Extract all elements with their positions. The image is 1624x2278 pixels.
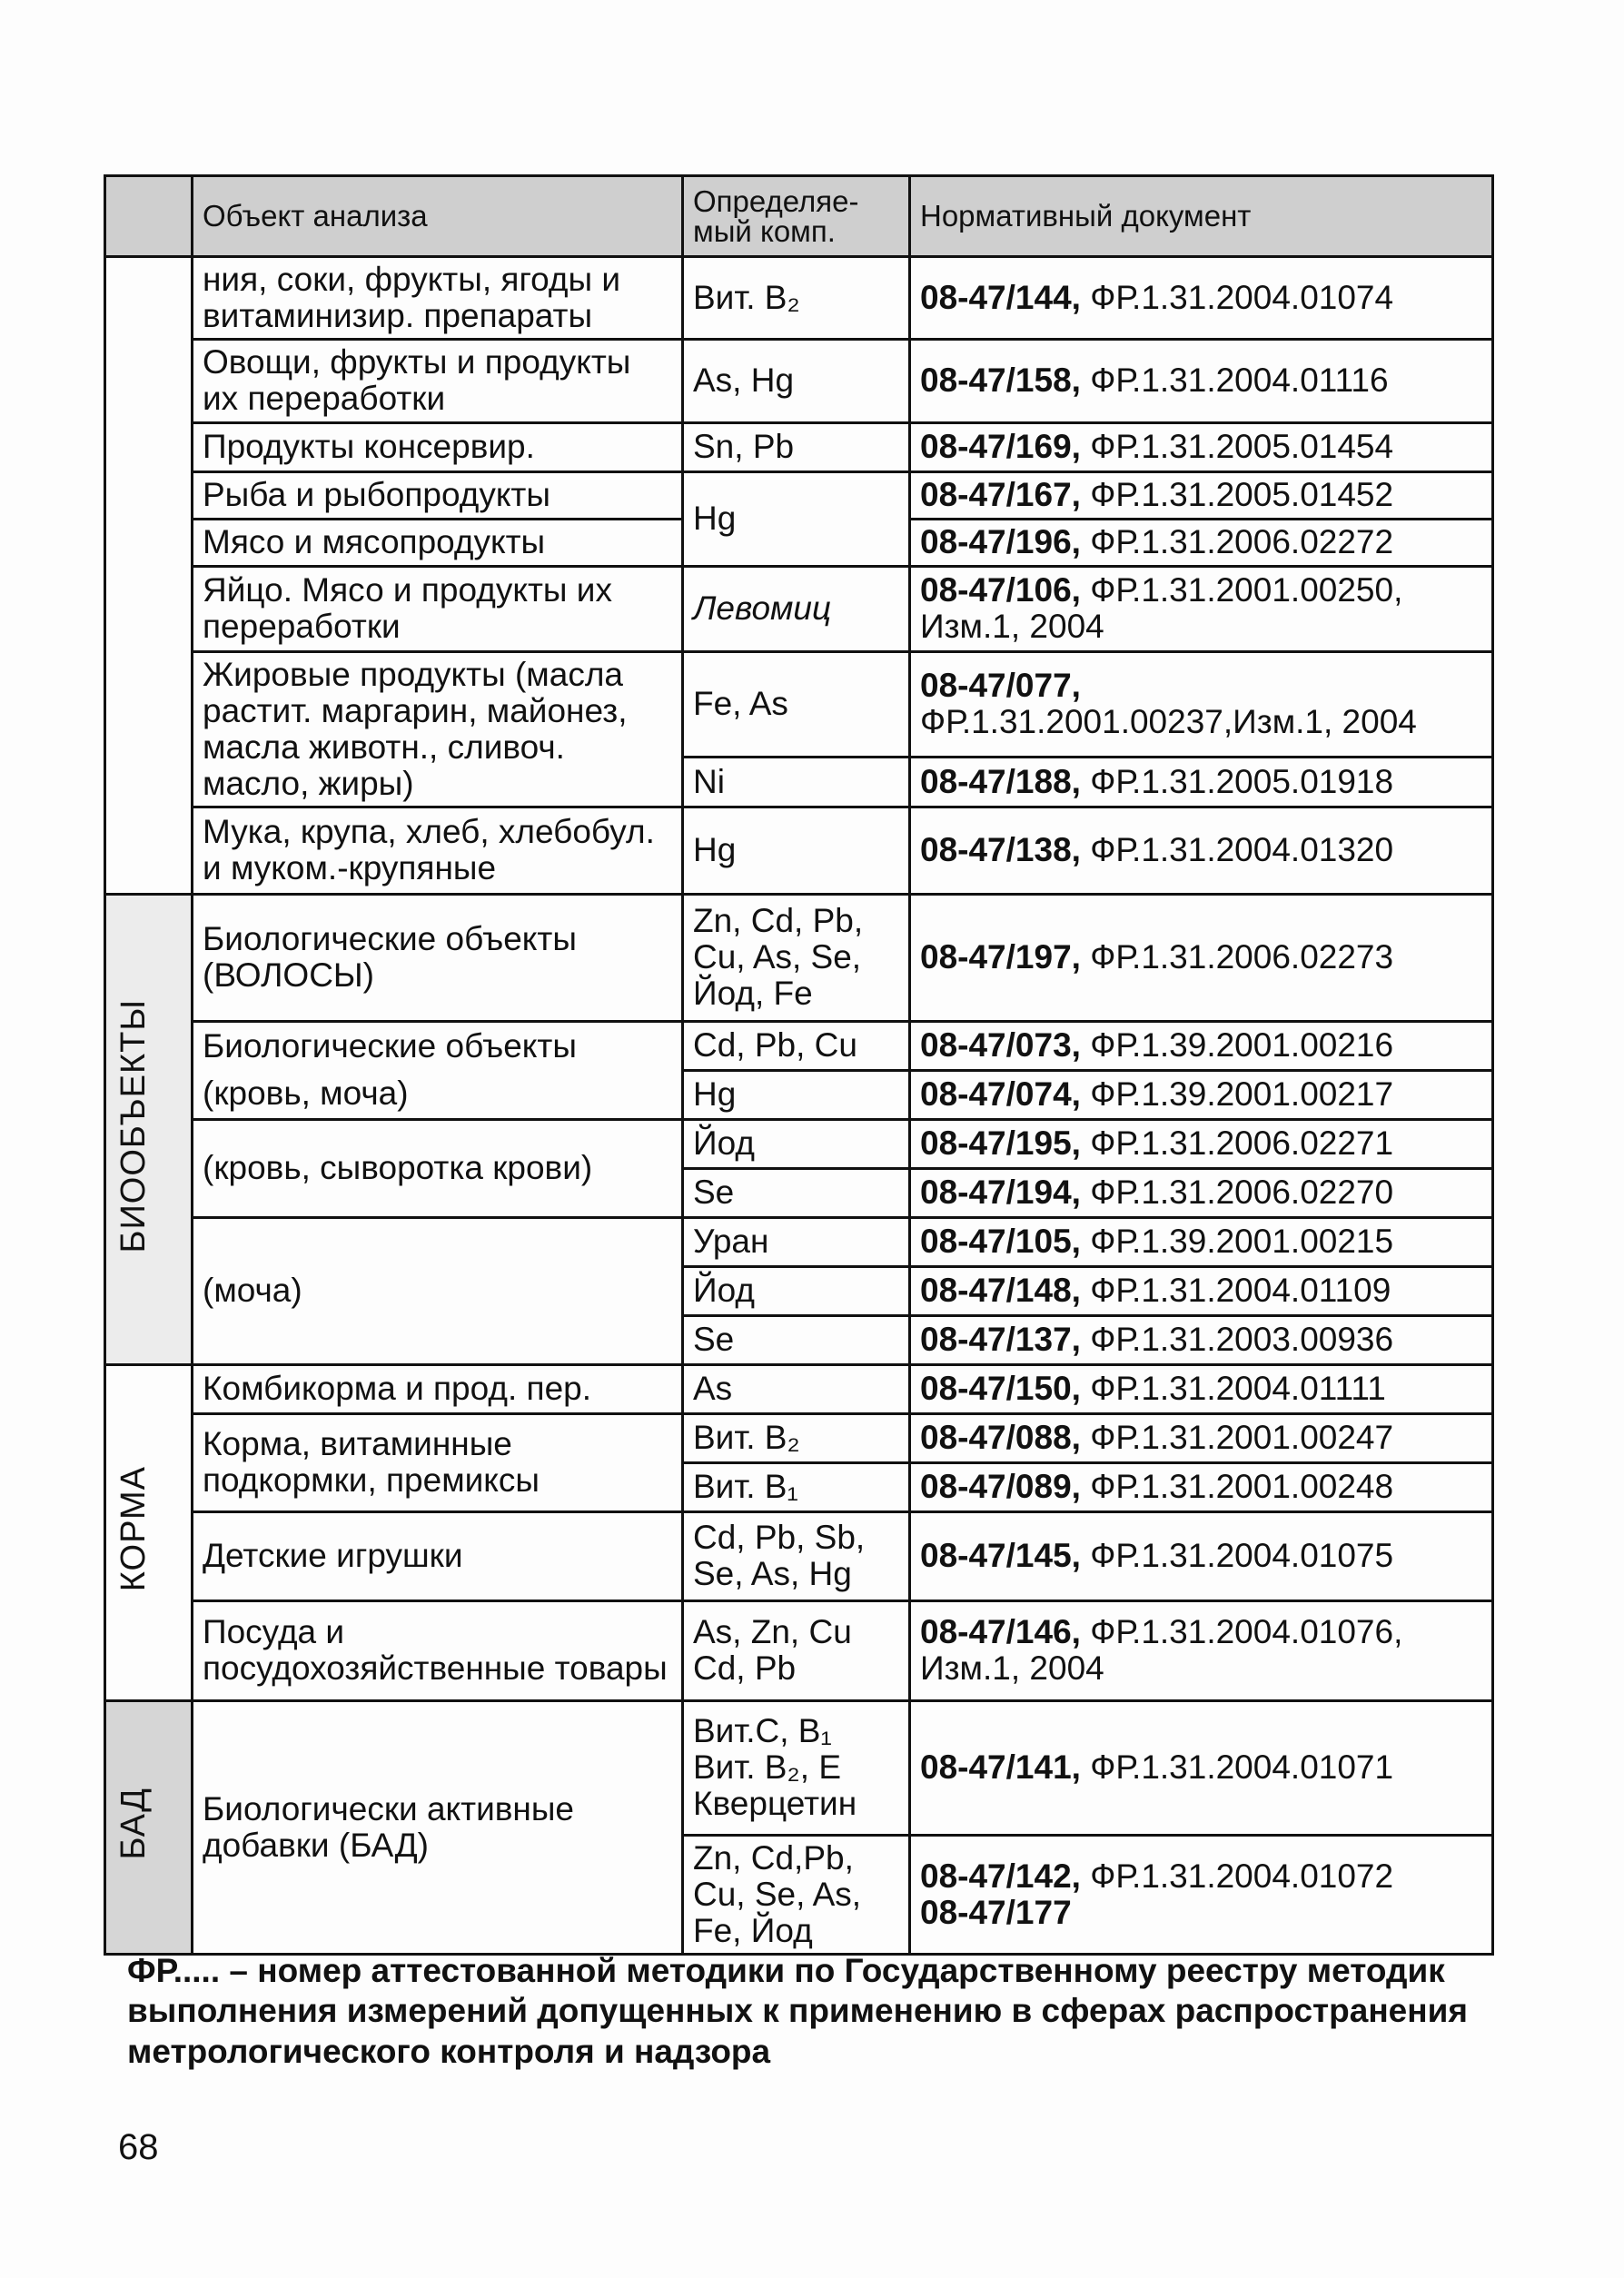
object-cell: Комбикорма и прод. пер. — [193, 1364, 683, 1413]
document-cell — [910, 471, 1493, 519]
header-object: Объект анализа — [193, 176, 683, 257]
registry-number: ФР.1.31.2004.01116 — [1080, 362, 1389, 400]
component-cell: Hg — [683, 1070, 910, 1119]
document-cell — [910, 1511, 1493, 1600]
table-row — [105, 1070, 1493, 1119]
registry-number: ФР.1.31.2003.00936 — [1080, 1321, 1394, 1359]
object-cell: Биологические объекты — [193, 1021, 683, 1070]
component-cell: Fe, As — [683, 651, 910, 757]
document-cell — [910, 1700, 1493, 1835]
method-code: 08-47/141, — [920, 1748, 1081, 1787]
object-cell: Детские игрушки — [193, 1511, 683, 1600]
table-row — [105, 1021, 1493, 1070]
table-row — [105, 1364, 1493, 1413]
table-row — [105, 339, 1493, 422]
section-bio-label: БИООБЪЕКТЫ — [114, 998, 153, 1253]
table-row — [105, 1413, 1493, 1462]
table-row — [105, 1511, 1493, 1600]
registry-number: ФР.1.31.2006.02272 — [1080, 523, 1394, 561]
header-component: Определяе- мый комп. — [683, 176, 910, 257]
method-code: 08-47/196, — [920, 523, 1081, 561]
registry-number: ФР.1.31.2004.01072 — [1080, 1857, 1394, 1895]
document-cell — [910, 1266, 1493, 1315]
section-food — [105, 257, 193, 895]
document-cell — [910, 1168, 1493, 1217]
header-corner — [105, 176, 193, 257]
section-feed-label: КОРМА — [114, 1466, 153, 1592]
document-cell — [910, 1413, 1493, 1462]
component-cell: Zn, Cd,Pb, Cu, Se, As, Fe, Йод — [683, 1835, 910, 1954]
method-code: 08-47/167, — [920, 476, 1081, 514]
method-code: 08-47/150, — [920, 1370, 1081, 1408]
document-cell — [910, 1217, 1493, 1266]
table-row — [105, 894, 1493, 1021]
table-row — [105, 1700, 1493, 1835]
component-cell: Hg — [683, 471, 910, 566]
component-cell: Левомиц — [683, 566, 910, 651]
document-cell — [910, 894, 1493, 1021]
method-code: 08-47/138, — [920, 831, 1081, 869]
registry-number: ФР.1.31.2006.02270 — [1080, 1174, 1394, 1212]
registry-number: ФР.1.31.2006.02271 — [1080, 1124, 1394, 1163]
table-row — [105, 807, 1493, 894]
registry-number: ФР.1.31.2001.00250, Изм.1, 2004 — [920, 571, 1403, 646]
component-cell: Se — [683, 1315, 910, 1364]
method-code: 08-47/148, — [920, 1272, 1081, 1310]
document-cell — [910, 519, 1493, 566]
object-cell: Яйцо. Мясо и продукты их переработки — [193, 566, 683, 651]
component-cell: Zn, Cd, Pb, Cu, As, Se, Йод, Fe — [683, 894, 910, 1021]
methods-table — [104, 174, 1494, 1956]
object-cell: Биологически активные добавки (БАД) — [193, 1700, 683, 1954]
component-cell: Йод — [683, 1119, 910, 1168]
component-cell: Вит. B₂ — [683, 1413, 910, 1462]
section-bad — [105, 1700, 193, 1954]
component-cell: Вит. B₂ — [683, 257, 910, 340]
component-cell: As, Hg — [683, 339, 910, 422]
method-code: 08-47/077, — [920, 667, 1081, 705]
registry-number: ФР.1.31.2001.00237,Изм.1, 2004 — [920, 703, 1417, 741]
document-cell — [910, 1119, 1493, 1168]
section-bio — [105, 894, 193, 1364]
registry-number: ФР.1.31.2006.02273 — [1080, 938, 1394, 976]
method-code: 08-47/088, — [920, 1419, 1081, 1457]
object-cell: (кровь, моча) — [193, 1070, 683, 1119]
document-cell — [910, 651, 1493, 757]
header-document: Нормативный документ — [910, 176, 1493, 257]
method-code: 08-47/089, — [920, 1468, 1081, 1506]
registry-number: ФР.1.31.2005.01918 — [1080, 762, 1394, 800]
method-code: 08-47/137, — [920, 1321, 1081, 1359]
component-cell: Ni — [683, 757, 910, 807]
object-cell: Корма, витаминные подкормки, премиксы — [193, 1413, 683, 1511]
registry-number: ФР.1.31.2004.01109 — [1080, 1272, 1391, 1310]
object-cell: Посуда и посудохозяйственные товары — [193, 1600, 683, 1700]
method-code: 08-47/158, — [920, 362, 1081, 400]
method-code: 08-47/074, — [920, 1075, 1081, 1114]
registry-number: ФР.1.31.2004.01074 — [1080, 278, 1394, 316]
object-cell: Жировые продукты (масла растит. маргарин, майонез, масла животн., сливоч. масло, жиры) — [193, 651, 683, 807]
component-cell: Hg — [683, 807, 910, 894]
section-bad-label: БАД — [114, 1787, 153, 1860]
registry-number: ФР.1.31.2004.01076, Изм.1, 2004 — [920, 1613, 1403, 1688]
document-cell — [910, 339, 1493, 422]
registry-number: ФР.1.31.2001.00248 — [1080, 1468, 1394, 1506]
document-cell — [910, 807, 1493, 894]
footnote — [127, 1951, 1503, 2072]
component-cell: Вит.С, B₁ Вит. B₂, E Кверцетин — [683, 1700, 910, 1835]
method-code: 08-47/146, — [920, 1613, 1081, 1651]
registry-number: ФР.1.39.2001.00215 — [1080, 1223, 1394, 1261]
component-cell: As — [683, 1364, 910, 1413]
document-cell — [910, 1315, 1493, 1364]
registry-number: ФР.1.31.2004.01320 — [1080, 831, 1394, 869]
object-cell: Овощи, фрукты и продукты их переработки — [193, 339, 683, 422]
registry-number: ФР.1.31.2004.01071 — [1080, 1748, 1394, 1787]
document-cell — [910, 1070, 1493, 1119]
component-cell: Уран — [683, 1217, 910, 1266]
component-cell: Cd, Pb, Sb, Se, As, Hg — [683, 1511, 910, 1600]
registry-number: ФР.1.31.2001.00247 — [1080, 1419, 1394, 1457]
page-number: 68 — [118, 2127, 159, 2167]
document-cell — [910, 1364, 1493, 1413]
method-code: 08-47/142, — [920, 1857, 1081, 1895]
method-code: 08-47/144, — [920, 278, 1081, 316]
document-cell — [910, 1835, 1493, 1954]
object-cell: Продукты консервир. — [193, 422, 683, 471]
component-cell: Se — [683, 1168, 910, 1217]
document-cell — [910, 1462, 1493, 1511]
method-code: 08-47/194, — [920, 1174, 1081, 1212]
registry-number: ФР.1.31.2005.01452 — [1080, 476, 1394, 514]
document-cell — [910, 1600, 1493, 1700]
component-cell: As, Zn, Cu Cd, Pb — [683, 1600, 910, 1700]
object-cell: (моча) — [193, 1217, 683, 1364]
table-row — [105, 1600, 1493, 1700]
method-code: 08-47/188, — [920, 762, 1081, 800]
method-code: 08-47/169, — [920, 428, 1081, 466]
table-row — [105, 422, 1493, 471]
table-header-row — [105, 176, 1493, 257]
method-code: 08-47/145, — [920, 1537, 1081, 1575]
component-cell: Cd, Pb, Cu — [683, 1021, 910, 1070]
method-code: 08-47/197, — [920, 938, 1081, 976]
component-cell: Йод — [683, 1266, 910, 1315]
registry-number: ФР.1.39.2001.00217 — [1080, 1075, 1394, 1114]
registry-number: ФР.1.39.2001.00216 — [1080, 1026, 1394, 1065]
method-code: 08-47/105, — [920, 1223, 1081, 1261]
object-cell: Мясо и мясопродукты — [193, 519, 683, 566]
component-cell: Вит. B₁ — [683, 1462, 910, 1511]
table-row — [105, 471, 1493, 519]
registry-number: ФР.1.31.2005.01454 — [1080, 428, 1394, 466]
section-feed — [105, 1364, 193, 1700]
object-cell: (кровь, сыворотка крови) — [193, 1119, 683, 1217]
table-row — [105, 651, 1493, 757]
registry-number: ФР.1.31.2004.01075 — [1080, 1537, 1394, 1575]
object-cell: ния, соки, фрукты, ягоды и витаминизир. препараты — [193, 257, 683, 340]
table-row — [105, 257, 1493, 340]
table-row — [105, 1119, 1493, 1168]
method-code-secondary: 08-47/177 — [920, 1893, 1072, 1931]
document-cell — [910, 757, 1493, 807]
object-cell: Биологические объекты (ВОЛОСЫ) — [193, 894, 683, 1021]
method-code: 08-47/106, — [920, 571, 1081, 609]
table-row — [105, 1217, 1493, 1266]
registry-number: ФР.1.31.2004.01111 — [1080, 1370, 1386, 1408]
document-cell — [910, 1021, 1493, 1070]
footnote-text: ФР..... – номер аттестованной методики по Государственному реестру методик выполнения измерений допущенных к применению в сферах распространения метрологического контроля и надзора — [127, 1952, 1468, 2070]
method-code: 08-47/073, — [920, 1026, 1081, 1065]
method-code: 08-47/195, — [920, 1124, 1081, 1163]
document-cell — [910, 257, 1493, 340]
object-cell: Рыба и рыбопродукты — [193, 471, 683, 519]
document-cell — [910, 422, 1493, 471]
table-row — [105, 566, 1493, 651]
object-cell: Мука, крупа, хлеб, хлебобул. и муком.-крупяные — [193, 807, 683, 894]
document-cell — [910, 566, 1493, 651]
component-cell: Sn, Pb — [683, 422, 910, 471]
